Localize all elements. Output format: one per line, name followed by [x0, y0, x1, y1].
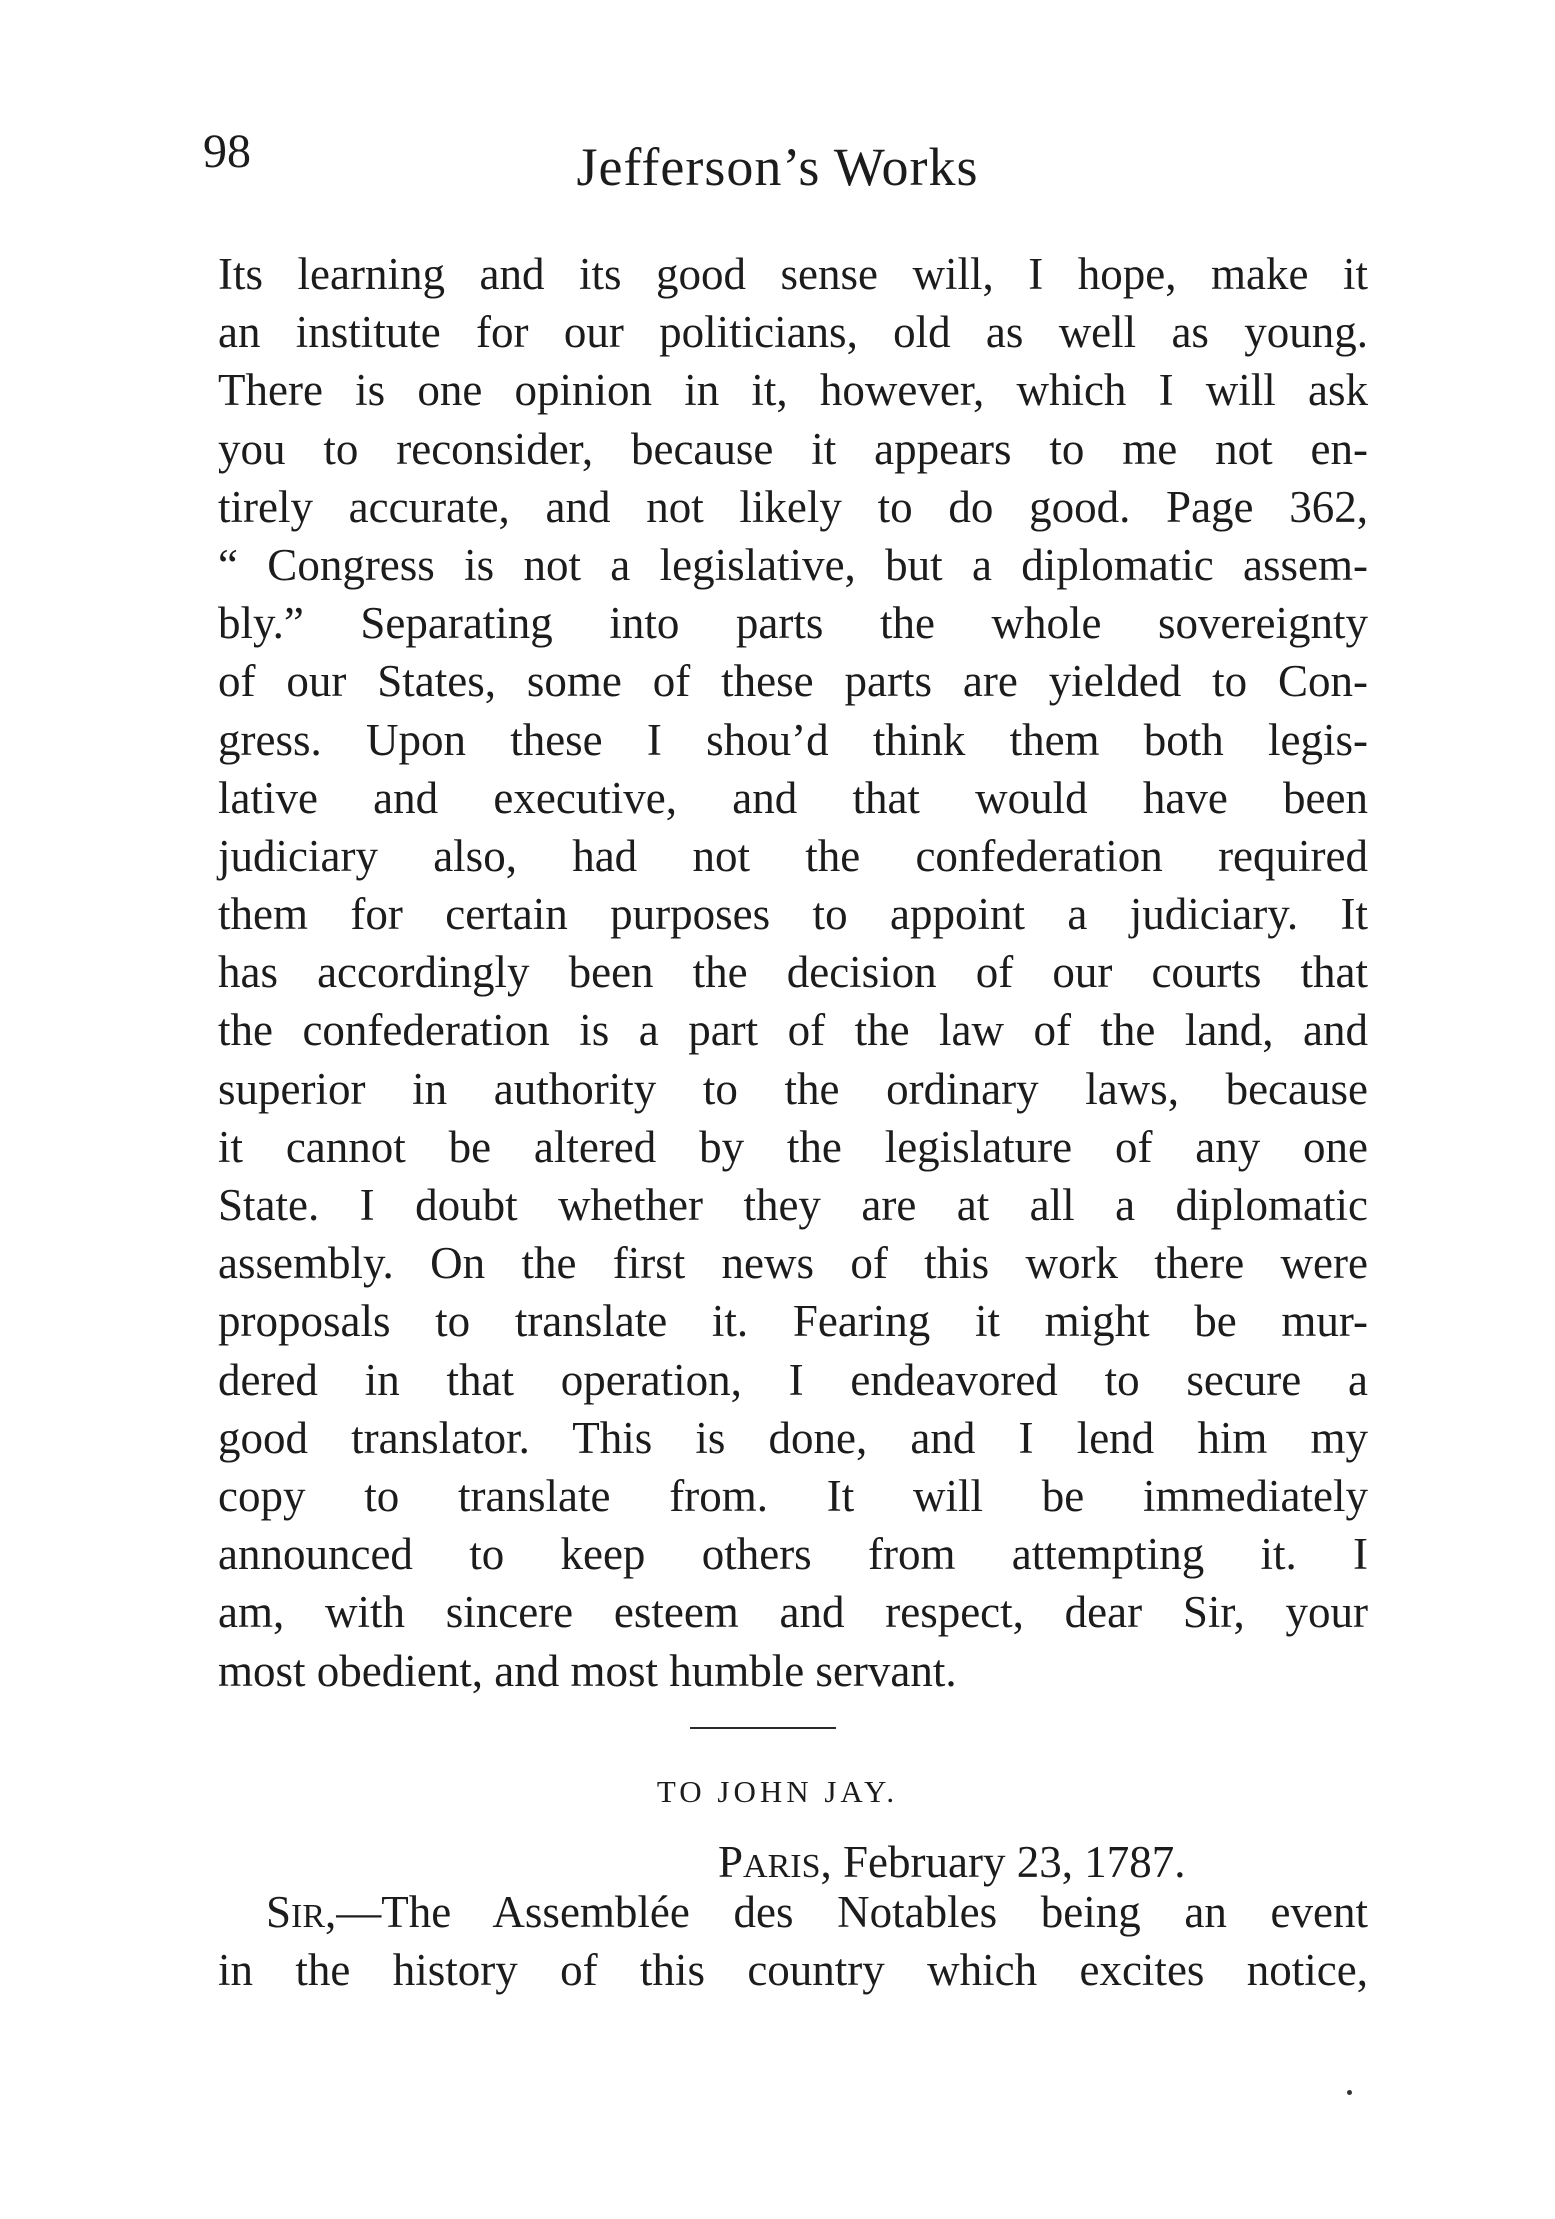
text-line: State. I doubt whether they are at all a diplomatic [218, 1180, 1368, 1230]
text-line: lative and executive, and that would have been [218, 772, 1368, 823]
text-line: the confederation is a part of the law of the land, and [218, 1005, 1368, 1056]
text-line: gress. Upon these I shou’d think them both legis- [218, 714, 1368, 765]
text-line: dered in that operation, I endeavored to secure a [218, 1354, 1368, 1405]
text-line: proposals to translate it. Fearing it might be mur- [218, 1296, 1368, 1347]
letter-text [218, 1883, 1368, 1999]
dateline-city-rest: ARIS [743, 1848, 821, 1885]
salutation-initial: S [266, 1887, 292, 1937]
text-line: copy to translate from. It will be immediately [218, 1470, 1368, 1521]
text-line: it cannot be altered by the legislature of any one [218, 1121, 1368, 1172]
text-line: has accordingly been the decision of our courts that [218, 947, 1368, 998]
running-head: Jefferson’s Works [576, 137, 979, 197]
text-line: most obedient, and most humble servant. [218, 1645, 957, 1696]
text-line: bly.” Separating into parts the whole sovereignty [218, 598, 1368, 649]
text-line: am, with sincere esteem and respect, dear Sir, your [218, 1587, 1368, 1638]
text-line: an institute for our politicians, old as well as young. [218, 307, 1368, 358]
text-line: announced to keep others from attempting it. I [218, 1529, 1368, 1580]
dateline-date: , February 23, 1787. [820, 1837, 1186, 1887]
text-line: you to reconsider, because it appears to me not en- [218, 423, 1368, 474]
text-line: Its learning and its good sense will, I hope, make it [218, 249, 1368, 299]
text-line: superior in authority to the ordinary laws, because [218, 1063, 1368, 1114]
text-line: of our States, some of these parts are yielded to Con- [218, 656, 1368, 707]
section-divider [690, 1727, 836, 1729]
body-text [218, 245, 1368, 1700]
text-line: good translator. This is done, and I lend him my [218, 1412, 1368, 1463]
text-line: judiciary also, had not the confederation required [218, 830, 1368, 881]
text-line: “ Congress is not a legislative, but a diplomatic assem- [218, 539, 1368, 590]
text-line: tirely accurate, and not likely to do good. Page 362, [218, 481, 1368, 532]
letter-dateline [718, 1837, 1186, 1887]
text-line: in the history of this country which excites notice, [218, 1945, 1368, 1996]
letter-line-rest: ,—The Assemblée des Notables being an event [325, 1887, 1368, 1937]
text-line: them for certain purposes to appoint a judiciary. It [218, 889, 1368, 940]
dateline-city-initial: P [718, 1837, 744, 1887]
letter-first-line [218, 1883, 1368, 1941]
letter-heading: TO JOHN JAY. [656, 1774, 899, 1809]
salutation-rest: IR [291, 1898, 326, 1935]
page-number: 98 [203, 125, 251, 178]
text-line: There is one opinion in it, however, which I will ask [218, 365, 1368, 416]
print-speck [1347, 2090, 1352, 2095]
text-line: assembly. On the first news of this work there were [218, 1238, 1368, 1289]
